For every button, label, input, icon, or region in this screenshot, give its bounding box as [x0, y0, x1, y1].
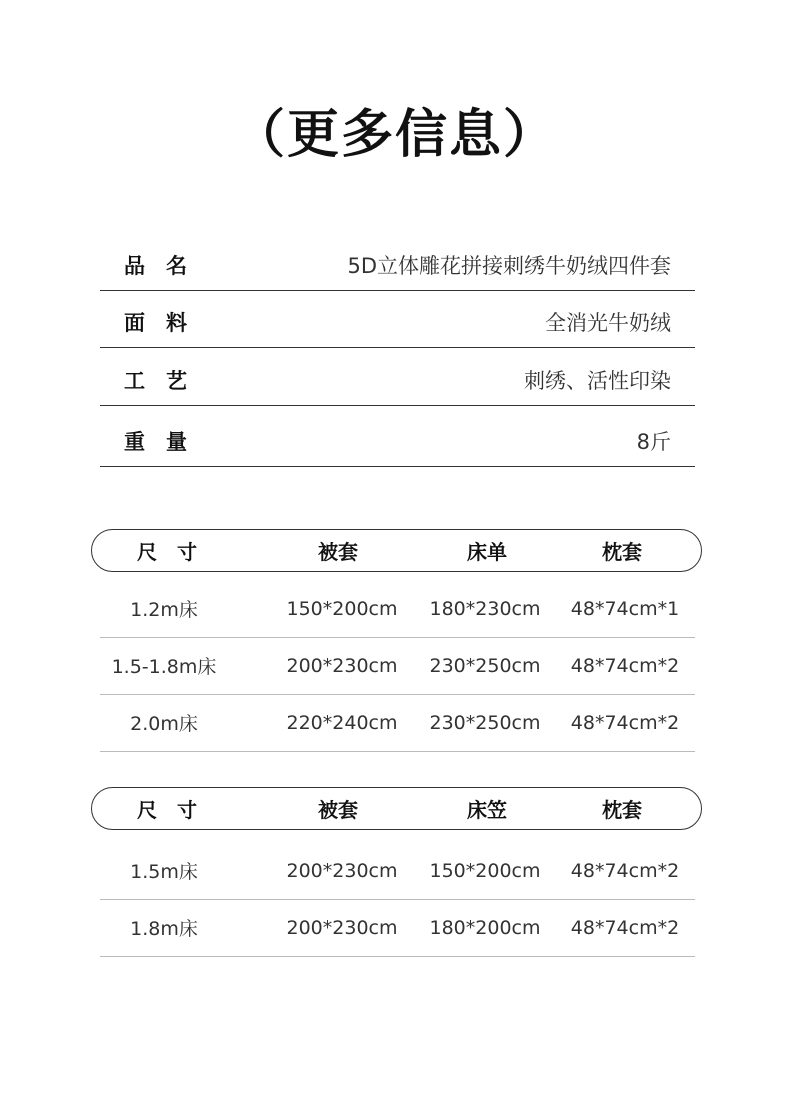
info-row-craft [100, 347, 695, 406]
header-duvet: 被套 [318, 540, 358, 564]
row-size: 1.8m床 [130, 918, 198, 940]
header-size: 尺 寸 [137, 540, 197, 564]
table-row [100, 580, 695, 638]
row-size: 2.0m床 [130, 713, 198, 735]
header-duvet: 被套 [318, 798, 358, 822]
table-row [100, 899, 695, 957]
table-row [100, 694, 695, 752]
info-row-fabric [100, 290, 695, 348]
table-row [100, 842, 695, 900]
info-value: 5D立体雕花拼接刺绣牛奶绒四件套 [347, 254, 671, 278]
row-sheet: 230*250cm [429, 711, 541, 734]
row-sheet: 180*230cm [429, 597, 541, 620]
row-pillowcase: 48*74cm*2 [570, 711, 680, 734]
info-value: 8斤 [636, 430, 671, 454]
row-pillowcase: 48*74cm*2 [570, 654, 680, 677]
info-value: 刺绣、活性印染 [524, 369, 671, 393]
header-fitted-sheet: 床笠 [467, 798, 507, 822]
row-duvet: 200*230cm [286, 916, 398, 939]
page-title: （更多信息） [232, 105, 557, 165]
info-label: 工 艺 [124, 369, 187, 393]
row-duvet: 220*240cm [286, 711, 398, 734]
row-sheet: 230*250cm [429, 654, 541, 677]
info-row-weight [100, 405, 695, 467]
row-fitted-sheet: 180*200cm [429, 916, 541, 939]
info-label: 品 名 [124, 254, 187, 278]
info-label: 面 料 [124, 311, 187, 335]
row-duvet: 200*230cm [286, 859, 398, 882]
row-pillowcase: 48*74cm*2 [570, 859, 680, 882]
info-label: 重 量 [124, 430, 187, 454]
table2-header [91, 787, 702, 830]
row-size: 1.5-1.8m床 [111, 656, 217, 678]
header-size: 尺 寸 [137, 798, 197, 822]
row-size: 1.2m床 [130, 599, 198, 621]
row-pillowcase: 48*74cm*1 [570, 597, 680, 620]
header-pillowcase: 枕套 [602, 540, 642, 564]
info-value: 全消光牛奶绒 [545, 311, 671, 335]
row-fitted-sheet: 150*200cm [429, 859, 541, 882]
header-pillowcase: 枕套 [602, 798, 642, 822]
row-pillowcase: 48*74cm*2 [570, 916, 680, 939]
info-row-name [100, 240, 695, 291]
header-sheet: 床单 [467, 540, 507, 564]
row-duvet: 150*200cm [286, 597, 398, 620]
row-size: 1.5m床 [130, 861, 198, 883]
table-row [100, 637, 695, 695]
row-duvet: 200*230cm [286, 654, 398, 677]
table1-header [91, 529, 702, 572]
